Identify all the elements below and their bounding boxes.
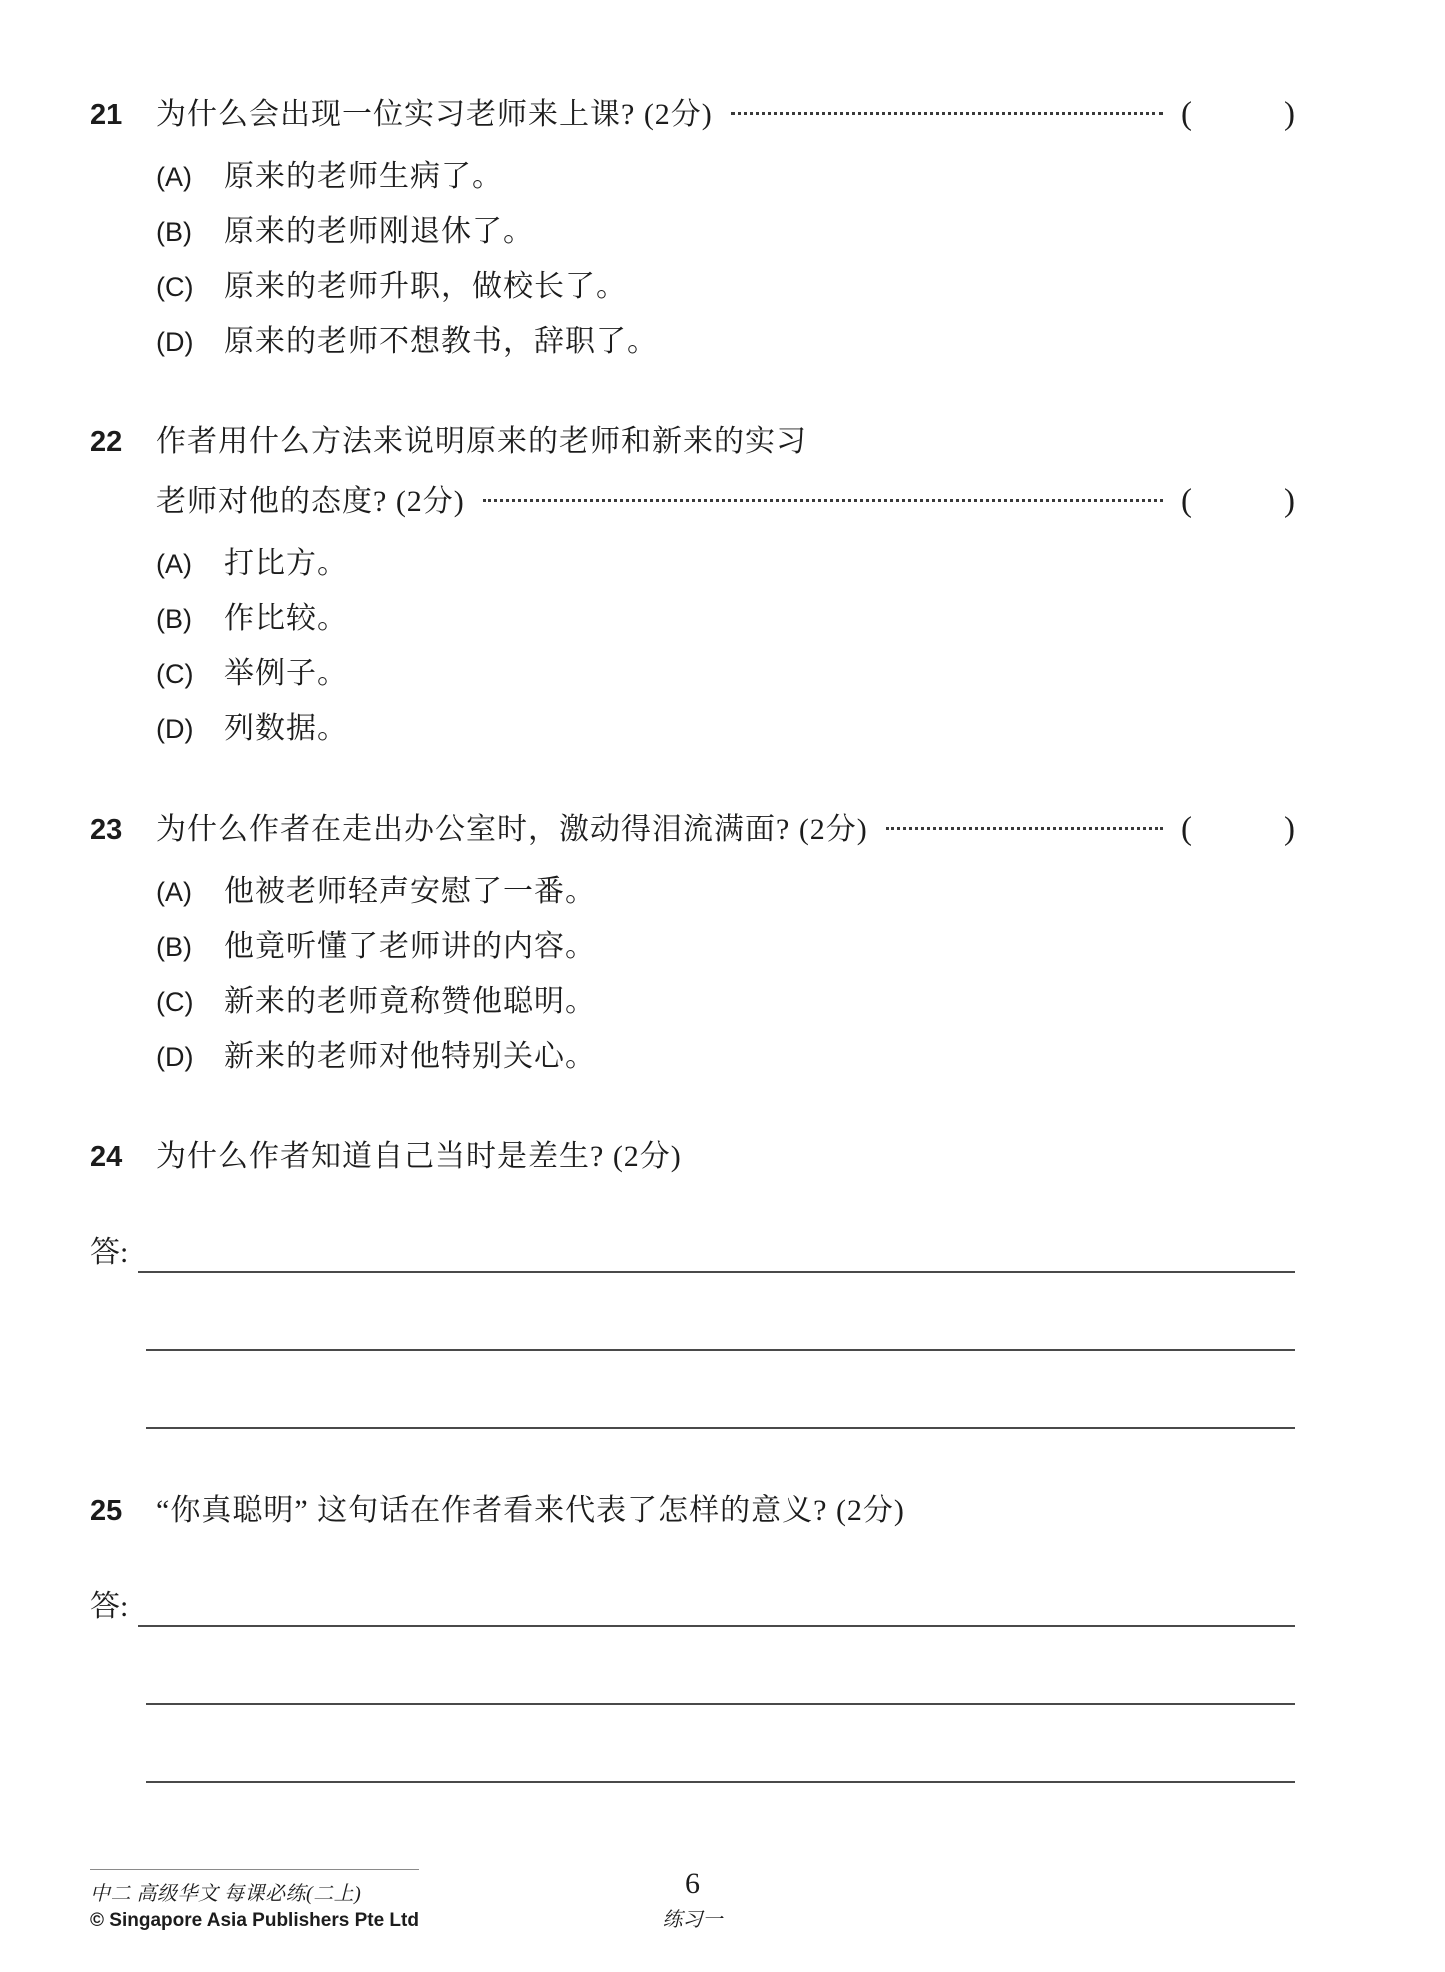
question-21 [90, 96, 1295, 360]
dotted-leader [483, 499, 1163, 502]
bracket-close: ) [1284, 483, 1295, 519]
dotted-leader [886, 827, 1163, 830]
page-number: 6 [685, 1867, 700, 1900]
question-text: 为什么作者知道自己当时是差生? (2分) [156, 1140, 682, 1173]
footer-publication-info [90, 1869, 419, 1932]
option-text: 打比方。 [224, 547, 348, 580]
option-text: 原来的老师生病了。 [224, 160, 503, 193]
option-label: (A) [156, 549, 192, 579]
option-text: 新来的老师对他特别关心。 [224, 1040, 596, 1073]
answer-row [90, 1627, 1295, 1705]
question-25-answer-area [90, 1549, 1295, 1783]
footer-book-title: 中二 高级华文 每课必练(二上) [90, 1883, 362, 1905]
answer-row [90, 1351, 1295, 1429]
option-label: (C) [156, 987, 194, 1017]
answer-line [138, 1625, 1295, 1627]
answer-line [146, 1703, 1295, 1705]
option-label: (C) [156, 659, 194, 689]
option-label: (D) [156, 327, 194, 357]
answer-line [146, 1781, 1295, 1783]
bracket-open: ( [1181, 483, 1192, 519]
answer-line [138, 1271, 1295, 1273]
question-23 [90, 811, 1295, 1075]
question-text: 为什么作者在走出办公室时，激动得泪流满面? (2分) [156, 813, 868, 846]
option-label: (B) [156, 604, 192, 634]
option-label: (B) [156, 217, 192, 247]
question-22-line2 [156, 483, 1295, 520]
option-label: (D) [156, 714, 194, 744]
option-text: 他被老师轻声安慰了一番。 [224, 875, 596, 908]
option-text: 他竟听懂了老师讲的内容。 [224, 930, 596, 963]
answer-label: 答: [90, 1590, 129, 1623]
answer-label: 答: [90, 1236, 129, 1269]
option-text: 原来的老师刚退休了。 [224, 215, 534, 248]
option-text: 新来的老师竟称赞他聪明。 [224, 985, 596, 1018]
question-24-answer-area [90, 1195, 1295, 1429]
option-label: (C) [156, 272, 194, 302]
bracket-close: ) [1284, 96, 1295, 132]
option-label: (B) [156, 932, 192, 962]
question-number: 25 [90, 1495, 123, 1527]
option-row [156, 874, 1295, 910]
option-text: 作比较。 [224, 602, 348, 635]
option-row [156, 1039, 1295, 1075]
option-row [156, 324, 1295, 360]
option-label: (A) [156, 162, 192, 192]
option-text: 举例子。 [224, 657, 348, 690]
option-row [156, 269, 1295, 305]
question-24 [90, 1139, 1295, 1429]
question-number: 21 [90, 99, 123, 131]
footer-page-indicator [663, 1867, 723, 1932]
bracket-close: ) [1284, 811, 1295, 847]
option-row [156, 214, 1295, 250]
question-22-header [90, 424, 1295, 460]
answer-row [90, 1195, 1295, 1273]
question-number: 23 [90, 814, 123, 846]
option-row [156, 929, 1295, 965]
answer-brackets [1181, 96, 1295, 132]
question-24-header [90, 1139, 1295, 1175]
option-row [156, 601, 1295, 637]
question-text: 为什么会出现一位实习老师来上课? (2分) [156, 98, 713, 131]
question-number: 24 [90, 1141, 123, 1173]
question-22-options [156, 546, 1295, 747]
question-text-line1: 作者用什么方法来说明原来的老师和新来的实习 [156, 425, 807, 458]
dotted-leader [731, 112, 1163, 115]
option-row [156, 159, 1295, 195]
option-label: (A) [156, 877, 192, 907]
option-text: 原来的老师升职，做校长了。 [224, 270, 627, 303]
option-text: 原来的老师不想教书，辞职了。 [224, 325, 658, 358]
question-23-options [156, 874, 1295, 1075]
question-25-header [90, 1493, 1295, 1529]
option-row [156, 546, 1295, 582]
option-row [156, 984, 1295, 1020]
answer-line [146, 1349, 1295, 1351]
option-row [156, 656, 1295, 692]
answer-brackets [1181, 811, 1295, 847]
answer-row [90, 1705, 1295, 1783]
question-23-header [90, 811, 1295, 848]
option-text: 列数据。 [224, 712, 348, 745]
answer-row [90, 1549, 1295, 1627]
question-text: “你真聪明” 这句话在作者看来代表了怎样的意义? (2分) [156, 1494, 905, 1527]
answer-brackets [1181, 483, 1295, 519]
question-text-line2: 老师对他的态度? (2分) [156, 485, 465, 518]
option-label: (D) [156, 1042, 194, 1072]
answer-row [90, 1273, 1295, 1351]
option-row [156, 711, 1295, 747]
exercise-label: 练习一 [662, 1909, 723, 1931]
bracket-open: ( [1181, 96, 1192, 132]
question-number: 22 [90, 426, 123, 458]
page-footer [90, 1869, 1295, 1932]
answer-line [146, 1427, 1295, 1429]
question-21-options [156, 159, 1295, 360]
footer-publisher: © Singapore Asia Publishers Pte Ltd [90, 1910, 419, 1931]
question-22 [90, 424, 1295, 747]
question-21-header [90, 96, 1295, 133]
question-25 [90, 1493, 1295, 1783]
bracket-open: ( [1181, 811, 1192, 847]
